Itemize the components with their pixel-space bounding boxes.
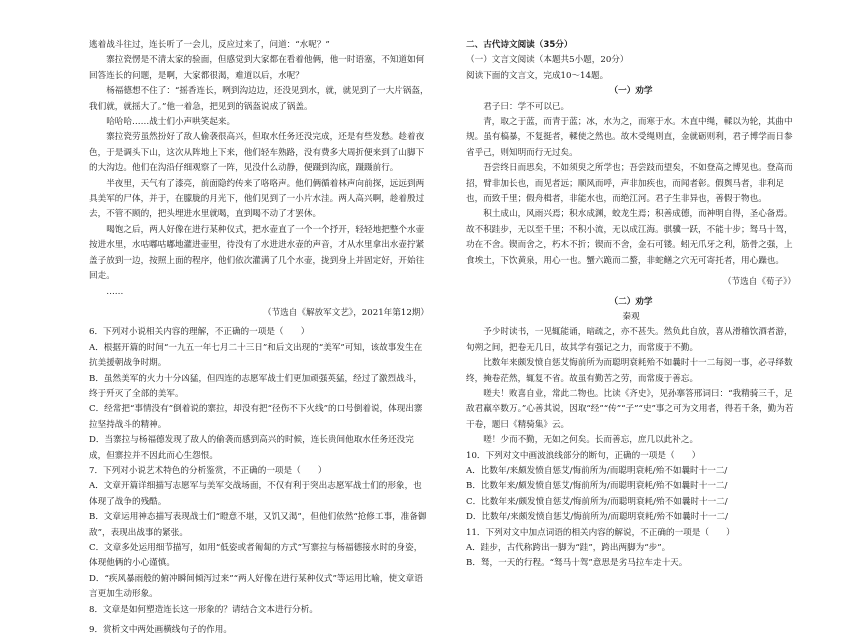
text1-para: 积土成山，风雨兴焉；积水成渊，蛟龙生焉；积善成德，而神明自得，圣心备焉。故不积跬步，无以至千里；不积小流，无以成江海。骐骥一跃，不能十步；驽马十驾，功在不舍。锲而舍之，朽木不折；锲而不舍，金石可镂。蚓无爪牙之利，筋骨之强，上食埃土，下饮黄泉，用心一也。蟹六跪而二螯，非蛇鳝之穴无可寄托者，用心躁也。 — [466, 209, 793, 266]
q11-option-a: A．跬步，古代称跨出一脚为“跬”，跨出两脚为“步”。 — [466, 543, 671, 553]
q11-option-b: B．驽，一天的行程。“驽马十驾”意思是劣马拉车走十天。 — [466, 558, 688, 569]
story-para: 逃着战斗往过，连长听了一会儿，反应过来了，问道：“水呢？” — [89, 40, 330, 50]
section-title: 二、古代诗文阅读（35分） — [466, 40, 573, 50]
text1-title: （一）劝学 — [609, 86, 653, 97]
text2-para-wavy: 比数年来颇发愤自惩艾悔前所为而聪明衰耗殆不如曩时十一二每阅一事，必寻绎数终，掩卷茫然，辄复不省。故虽有勤苦之劳，而常废于善忘。 — [466, 358, 793, 384]
text2-title: （二）劝学 — [609, 296, 653, 307]
text1-source: （节选自《荀子》） — [722, 277, 796, 288]
q9-stem: 9．赏析文中两处画横线句子的作用。 — [89, 625, 232, 636]
story-para: 杨福德想不住了：“摇香连长，咧到沟边边，还没见到水，就，就见到了一大片锅盔，我们就，就摇大了。”他一着急，把见到的锅盔说成了锅盖。 — [89, 86, 429, 112]
q6-option-c: C．经常把“事情没有”倒着说的寨拉，却没有把“径伤不下火线”的口号倒着说，体现出寨拉坚持战斗的精神。 — [89, 404, 423, 430]
q6-stem: 6．下列对小说相关内容的理解，不正确的一项是（ ） — [89, 327, 310, 338]
q6-option-b: B．虽然美军的火力十分凶猛，但四连的志愿军战士们更加顽强英猛，经过了激烈战斗，终于歼灭了全部的美军。 — [89, 373, 422, 399]
story-para: 寨拉瓷愣是不清太家的验面，但感觉到大家都在看着他俩，他一时语塞，不知道如何回答连长的问题，是啊，大家都很渴，难道以后，水呢？ — [89, 55, 425, 81]
text2-para: 嗟夫！败喜自业，常此二物也。比读《齐史》，见孙搴答邢词曰：“我精骑三千，足敌君羸卒数万。”心善其说，因取“经”“传”“子”“史”事之可为文用者，得若千条，勤为若干卷，题曰《精骑集》云。 — [466, 388, 794, 430]
q7-stem: 7．下列对小说艺术特色的分析鉴赏，不正确的一项是（ ） — [89, 465, 327, 476]
right-column — [466, 38, 796, 572]
text1-para: 吾尝终日而思矣，不如须臾之所学也；吾尝跂而望矣，不如登高之博见也。登高而招，臂非加长也，而见者远；顺风而呼，声非加疾也，而闻者彰。假舆马者，非利足也，而致千里；假舟楫者，非能水也，而绝江河。君子生非异也，善假于物也。 — [466, 163, 793, 205]
q10-stem: 10．下列对文中画波浪线部分的断句，正确的一项是（ ） — [466, 450, 701, 461]
q6-option-a: A．根据开篇的时间“一九五一年七月二十三日”和后文出现的“美军”可知，该故事发生在抗美援朝战争时期。 — [89, 342, 423, 369]
story-para: 寨拉瓷劳虽然扮好了敌人偷袭很高兴，但取水任务还没完成，还是有些发愁。趁着夜色，于是调头下山，这次从阵地上下来，他们轻车熟路，没有费多大周折便来到了山脚下的大沟边。他们在沟沿仔细观察了一阵，见没什么动静，便蹑到沟底，蹑蹑前行。 — [89, 132, 425, 174]
text1-para: 青，取之于蓝，而青于蓝；冰，水为之，而寒于水。木直中绳，輮以为轮，其曲中规。虽有槁暴，不复挺者，輮使之然也。故木受绳则直，金就砺则利，君子博学而日参省乎己，则知明而行无过矣。 — [466, 117, 793, 158]
q10-option-d: D．比数年/来颇发愤自惩艾/悔前所为/而聪明衰耗/殆不如曩时十一二/ — [466, 512, 728, 523]
q10-option-c: C．比数年来/颇发愤自惩艾/悔前所为/而聪明衰耗/殆不如曩时十一二/ — [466, 496, 728, 507]
text2-para: 嗟！少而不勤，无如之何矣。长而善忘，庶几以此补之。 — [483, 435, 699, 446]
q10-option-b: B．比数年来/颇发愤自惩艾/悔前所为/而聪明衰耗/殆不如曩时十一二/ — [466, 481, 728, 492]
q8-stem: 8．文章是如何塑造连长这一形象的？请结合文本进行分析。 — [89, 604, 318, 615]
q10-option-a: A．比数年/来颇发愤自惩艾/悔前所为/而聪明衰耗/殆不如曩时十一二/ — [466, 465, 728, 476]
q11-stem: 11．下列对文中加点词语的相关内容的解说，不正确的一项是（ ） — [466, 527, 735, 538]
q7-option-d: D．“疾风暴雨般的俯冲瞬间倾泻过来”“两人好像在进行某种仪式”等运用比喻，使文章语言更加生动形象。 — [89, 573, 423, 600]
q7-option-b: B．文章运用神态描写表现战士们“瞪意不堪，又饥又渴”，但他们依然“抢修工事，准备御敌”，表现出战事的紧张。 — [89, 512, 427, 538]
story-para: 哈哈哈……战士们小声哄笑起来。 — [106, 117, 236, 128]
ellipsis: …… — [106, 286, 124, 297]
story-para-underlined: 半夜里，天气有了漆亮，前面隐约传来了咯咯声。他们俩循着林声向前探，远远到两具美军的尸体，并于，在朦胧的月光下，他们见到了一小片水洼。两人高兴啊，趁着殷过去，不管不顾的，把头埋进水里就喝，直到喝不动了才罢休。 — [89, 178, 425, 220]
q7-option-a: A．文章开篇详细描写志愿军与美军交战场面，不仅有利于突出志愿军战士们的形象，也体现了战争的残酷。 — [89, 481, 422, 507]
text1-para: 君子曰：学不可以已。 — [483, 101, 570, 112]
instruction: 阅读下面的文言文，完成10～14题。 — [466, 70, 609, 81]
q6-option-d: D．当寨拉与杨福德发现了敌人的偷袭而感到高兴的时候，连长贵间他取水任务还没完成，但寨拉并不因此而心生怨恨。 — [89, 435, 414, 461]
q7-option-c: C．文章多处运用细节描写，如用“低姿或者匍匐的方式”写寨拉与杨福德接水时的身姿，体现他俩的小心谨慎。 — [89, 543, 423, 569]
story-source: （节选自《解放军文艺》，2021年第12期） — [262, 307, 429, 318]
text2-author: 秦观 — [622, 311, 640, 322]
sub-title: （一）文言文阅读（本题共5小题，20分） — [466, 55, 629, 66]
text2-para: 予少时读书，一见辄能诵，暗疏之，亦不甚失。然负此自放，喜从滑稽饮酒者游，旬朔之间，把卷无几日，故其学有强记之力，而常废于不勤。 — [466, 327, 793, 353]
left-column — [89, 38, 429, 638]
story-para: 喝饱之后，两人好像在进行某种仪式，把水壶直了一个一个抒开，轻轻地把整个水壶按进水里，水咕嘟咕嘟地灌进壶里，待没有了水进进水壶的声音，才从水里拿出水壶拧紧盖子放到一边，按照上面的程序，他们依次灌满了几个水壶，拢到身上并固定好，开始往回走。 — [89, 224, 425, 282]
